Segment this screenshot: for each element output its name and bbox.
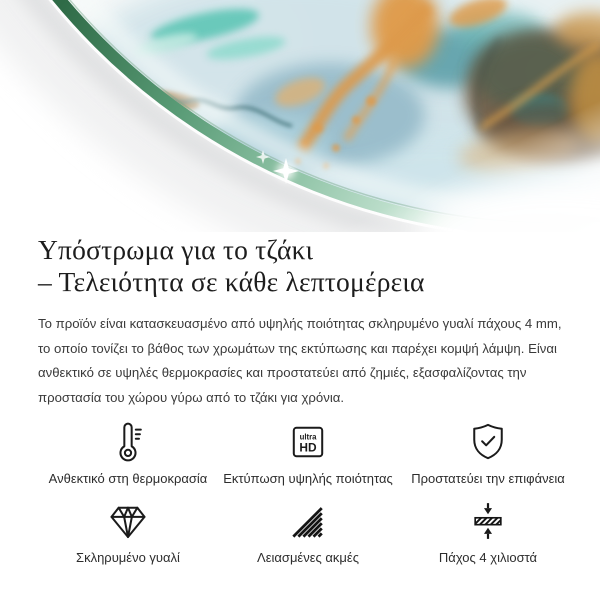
thermometer-icon: [105, 420, 151, 464]
feature-label: Λειασμένες ακμές: [257, 550, 359, 565]
ultra-hd-icon: [285, 420, 331, 464]
feature-label: Εκτύπωση υψηλής ποιότητας: [223, 471, 393, 486]
shield-check-icon: [465, 420, 511, 464]
polished-edges-icon: [285, 499, 331, 543]
product-image: [0, 0, 600, 232]
title-line-2: – Τελειότητα σε κάθε λεπτομέρεια: [38, 266, 425, 297]
feature-tempered-glass: [38, 499, 218, 565]
feature-label: Προστατεύει την επιφάνεια: [411, 471, 565, 486]
diamond-icon: [105, 499, 151, 543]
feature-grid: [38, 420, 578, 565]
feature-surface-protection: [398, 420, 578, 486]
corner-fade: [320, 90, 600, 232]
feature-label: Ανθεκτικό στη θερμοκρασία: [48, 471, 208, 486]
feature-label: Σκληρυμένο γυαλί: [76, 550, 180, 565]
feature-temperature: [38, 420, 218, 486]
product-image-canvas: [0, 0, 600, 232]
product-description: Το προϊόν είναι κατασκευασμένο από υψηλής ποιότητας σκληρυμένο γυαλί πάχους 4 mm, το οποίο τονίζει το βάθος των χρωμάτων της εκτύπωσης και παρέχει κομψή λάμψη. Είναι ανθεκτικό σε υψηλές θερμοκρασίες και προστατεύει από ζημιές, εξασφαλίζοντας την προστασία του χώρου γύρω από το τζάκι για χρόνια.: [38, 316, 562, 405]
feature-label: Πάχος 4 χιλιοστά: [438, 550, 538, 565]
page-title: [38, 234, 562, 298]
ultra-hd-text-bottom: HD: [299, 440, 317, 455]
feature-print-quality: [218, 420, 398, 486]
ultra-hd-text-top: ultra: [299, 432, 317, 442]
title-line-1: Υπόστρωμα για το τζάκι: [38, 234, 314, 265]
feature-thickness: [398, 499, 578, 565]
thickness-icon: [465, 499, 511, 543]
feature-polished-edges: [218, 499, 398, 565]
